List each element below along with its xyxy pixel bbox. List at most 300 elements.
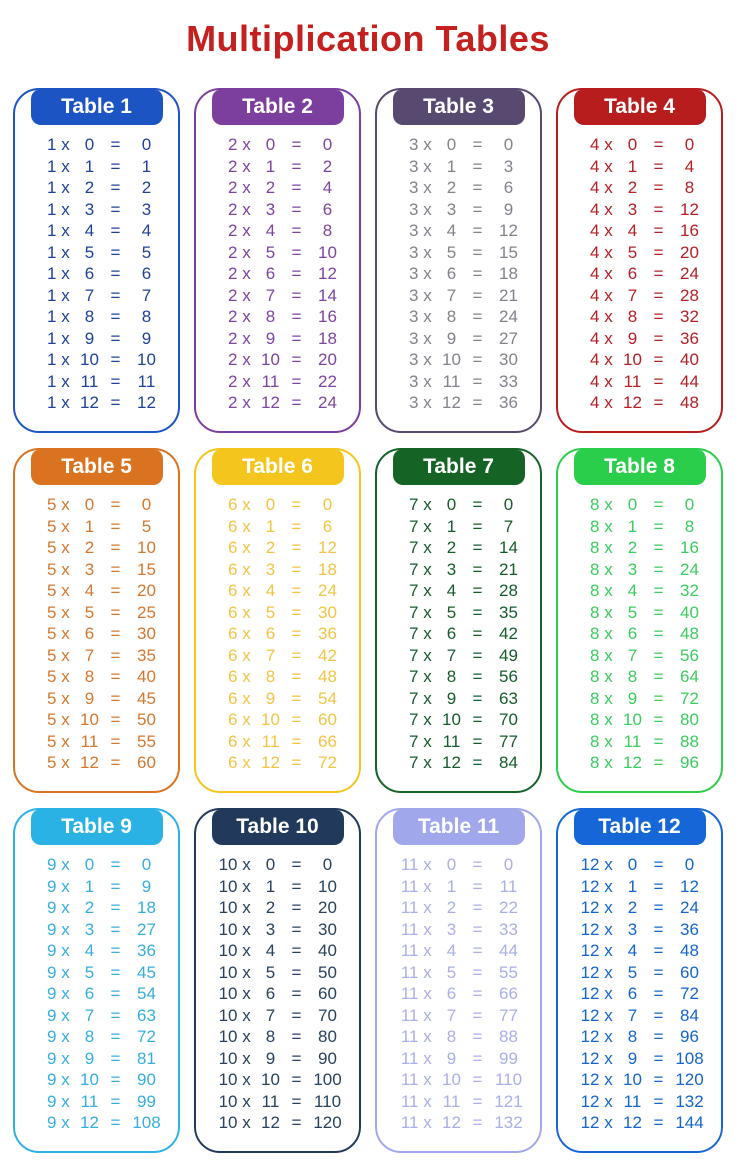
multiplication-row — [558, 1112, 721, 1134]
equals-symbol: = — [110, 199, 121, 219]
multiplicand: 3 — [409, 350, 419, 369]
multiplicand: 8 — [590, 538, 600, 557]
equals-symbol: = — [291, 328, 302, 348]
product: 80 — [680, 710, 699, 729]
multiplicand: 1 — [47, 221, 57, 240]
multiplication-row — [15, 328, 178, 350]
multiplication-row — [196, 854, 359, 876]
multiplication-rows — [558, 494, 721, 774]
times-symbol: x — [61, 393, 70, 412]
times-symbol: x — [423, 1005, 432, 1025]
product: 84 — [499, 753, 518, 772]
table-card — [375, 88, 542, 433]
multiplier: 11 — [80, 371, 99, 391]
multiplication-row — [377, 1112, 540, 1134]
multiplication-row — [196, 328, 359, 350]
multiplier: 6 — [627, 264, 638, 283]
product: 44 — [499, 941, 518, 960]
equals-symbol: = — [291, 199, 302, 219]
multiplication-row — [558, 371, 721, 393]
multiplicand: 12 — [580, 855, 600, 874]
multiplicand: 7 — [409, 495, 419, 514]
product: 12 — [499, 221, 518, 240]
times-symbol: x — [242, 495, 251, 514]
equals-symbol: = — [110, 242, 121, 262]
product: 90 — [318, 1048, 337, 1068]
multiplicand: 8 — [590, 495, 600, 514]
times-symbol: x — [604, 156, 613, 176]
multiplicand: 3 — [409, 393, 419, 412]
equals-symbol: = — [291, 667, 302, 686]
times-symbol: x — [423, 350, 432, 369]
times-symbol: x — [242, 135, 251, 154]
multiplier: 6 — [265, 624, 276, 643]
multiplicand: 5 — [47, 495, 57, 514]
times-symbol: x — [604, 581, 613, 600]
times-symbol: x — [242, 753, 251, 772]
multiplicand: 4 — [590, 350, 600, 369]
times-symbol: x — [423, 876, 432, 896]
product: 36 — [318, 624, 337, 643]
product: 36 — [680, 328, 699, 348]
equals-symbol: = — [110, 156, 121, 176]
multiplier: 10 — [261, 350, 280, 369]
multiplicand: 8 — [590, 559, 600, 579]
equals-symbol: = — [291, 941, 302, 960]
product: 56 — [499, 667, 518, 686]
equals-symbol: = — [110, 371, 121, 391]
product: 18 — [318, 328, 337, 348]
equals-symbol: = — [291, 919, 302, 939]
times-symbol: x — [604, 624, 613, 643]
times-symbol: x — [242, 941, 251, 960]
multiplier: 3 — [265, 559, 276, 579]
multiplicand: 10 — [218, 1113, 238, 1132]
multiplicand: 1 — [47, 156, 57, 176]
multiplicand: 9 — [47, 855, 57, 874]
multiplication-row — [558, 559, 721, 581]
multiplication-row — [377, 580, 540, 602]
multiplicand: 10 — [218, 876, 238, 896]
equals-symbol: = — [472, 876, 483, 896]
multiplicand: 6 — [228, 602, 238, 622]
multiplicand: 4 — [590, 178, 600, 197]
equals-symbol: = — [653, 285, 664, 305]
times-symbol: x — [604, 645, 613, 665]
multiplicand: 5 — [47, 753, 57, 772]
multiplicand: 10 — [218, 855, 238, 874]
times-symbol: x — [242, 710, 251, 729]
table-card — [13, 808, 180, 1153]
multiplication-row — [196, 1112, 359, 1134]
tables-grid — [0, 88, 736, 1153]
multiplicand: 1 — [47, 285, 57, 305]
multiplication-row — [377, 1069, 540, 1091]
times-symbol: x — [242, 264, 251, 283]
product: 63 — [137, 1005, 156, 1025]
times-symbol: x — [61, 221, 70, 240]
equals-symbol: = — [472, 178, 483, 197]
product: 16 — [680, 221, 699, 240]
multiplicand: 1 — [47, 328, 57, 348]
times-symbol: x — [61, 264, 70, 283]
product: 30 — [318, 602, 337, 622]
multiplication-row — [15, 516, 178, 538]
multiplication-row — [377, 897, 540, 919]
multiplication-row — [196, 940, 359, 962]
multiplicand: 11 — [400, 1070, 419, 1089]
multiplicand: 5 — [47, 688, 57, 708]
multiplicand: 3 — [409, 264, 419, 283]
multiplier: 2 — [265, 898, 276, 917]
multiplication-row — [377, 752, 540, 774]
multiplier: 11 — [261, 731, 280, 751]
equals-symbol: = — [472, 1005, 483, 1025]
equals-symbol: = — [472, 962, 483, 982]
multiplication-row — [377, 156, 540, 178]
equals-symbol: = — [653, 962, 664, 982]
multiplier: 10 — [623, 1070, 642, 1089]
product: 88 — [680, 731, 699, 751]
multiplication-row — [558, 263, 721, 285]
multiplication-rows — [15, 854, 178, 1134]
equals-symbol: = — [291, 581, 302, 600]
product: 54 — [318, 688, 337, 708]
equals-symbol: = — [653, 135, 664, 154]
product: 27 — [499, 328, 518, 348]
multiplicand: 6 — [228, 581, 238, 600]
product: 42 — [318, 645, 337, 665]
multiplication-row — [15, 602, 178, 624]
equals-symbol: = — [110, 1070, 121, 1089]
table-header-label: Table 9 — [61, 815, 132, 838]
multiplicand: 11 — [400, 1091, 419, 1111]
product: 11 — [499, 876, 518, 896]
equals-symbol: = — [472, 538, 483, 557]
times-symbol: x — [242, 984, 251, 1003]
equals-symbol: = — [291, 731, 302, 751]
product: 132 — [675, 1091, 704, 1111]
times-symbol: x — [604, 688, 613, 708]
table-header-label: Table 7 — [423, 455, 494, 478]
times-symbol: x — [423, 285, 432, 305]
multiplier: 1 — [84, 876, 95, 896]
equals-symbol: = — [653, 156, 664, 176]
times-symbol: x — [423, 941, 432, 960]
multiplicand: 9 — [47, 1113, 57, 1132]
equals-symbol: = — [472, 731, 483, 751]
multiplier: 5 — [627, 962, 638, 982]
multiplication-row — [558, 666, 721, 688]
times-symbol: x — [604, 538, 613, 557]
multiplication-row — [196, 263, 359, 285]
equals-symbol: = — [110, 1091, 121, 1111]
product: 1 — [141, 156, 152, 176]
multiplicand: 4 — [590, 371, 600, 391]
equals-symbol: = — [472, 898, 483, 917]
equals-symbol: = — [653, 371, 664, 391]
product: 88 — [499, 1027, 518, 1046]
multiplication-row — [15, 537, 178, 559]
multiplication-row — [15, 156, 178, 178]
equals-symbol: = — [653, 1091, 664, 1111]
multiplicand: 8 — [590, 581, 600, 600]
times-symbol: x — [423, 645, 432, 665]
multiplier: 2 — [265, 178, 276, 197]
product: 0 — [503, 135, 514, 154]
multiplier: 10 — [80, 710, 99, 729]
multiplication-row — [377, 285, 540, 307]
equals-symbol: = — [472, 919, 483, 939]
times-symbol: x — [604, 178, 613, 197]
multiplication-row — [558, 962, 721, 984]
product: 72 — [137, 1027, 156, 1046]
product: 8 — [684, 516, 695, 536]
equals-symbol: = — [110, 688, 121, 708]
multiplication-row — [15, 1069, 178, 1091]
multiplicand: 8 — [590, 731, 600, 751]
multiplication-row — [377, 602, 540, 624]
table-header — [574, 809, 706, 845]
table-card — [194, 448, 361, 793]
multiplication-row — [15, 983, 178, 1005]
multiplication-row — [377, 220, 540, 242]
multiplicand: 6 — [228, 688, 238, 708]
product: 60 — [318, 710, 337, 729]
multiplier: 7 — [84, 1005, 95, 1025]
table-header — [212, 809, 344, 845]
product: 44 — [680, 371, 699, 391]
product: 66 — [499, 984, 518, 1003]
equals-symbol: = — [110, 624, 121, 643]
multiplication-row — [15, 1112, 178, 1134]
times-symbol: x — [423, 1070, 432, 1089]
multiplier: 4 — [627, 581, 638, 600]
multiplicand: 6 — [228, 645, 238, 665]
multiplication-row — [377, 494, 540, 516]
equals-symbol: = — [653, 581, 664, 600]
multiplier: 12 — [261, 1113, 280, 1132]
equals-symbol: = — [291, 559, 302, 579]
multiplicand: 3 — [409, 199, 419, 219]
product: 8 — [322, 221, 333, 240]
multiplication-row — [196, 1026, 359, 1048]
multiplier: 11 — [261, 371, 280, 391]
times-symbol: x — [61, 307, 70, 326]
multiplier: 10 — [442, 1070, 461, 1089]
multiplicand: 6 — [228, 624, 238, 643]
times-symbol: x — [604, 285, 613, 305]
equals-symbol: = — [291, 1048, 302, 1068]
equals-symbol: = — [110, 1027, 121, 1046]
multiplicand: 4 — [590, 135, 600, 154]
product: 7 — [503, 516, 514, 536]
product: 70 — [499, 710, 518, 729]
multiplication-row — [15, 645, 178, 667]
product: 36 — [680, 919, 699, 939]
equals-symbol: = — [653, 393, 664, 412]
multiplication-row — [558, 876, 721, 898]
multiplication-row — [15, 134, 178, 156]
multiplier: 0 — [84, 855, 95, 874]
times-symbol: x — [61, 1048, 70, 1068]
multiplier: 9 — [446, 1048, 457, 1068]
equals-symbol: = — [291, 962, 302, 982]
product: 77 — [499, 1005, 518, 1025]
equals-symbol: = — [472, 645, 483, 665]
product: 9 — [503, 199, 514, 219]
times-symbol: x — [242, 962, 251, 982]
multiplier: 4 — [84, 221, 95, 240]
product: 110 — [313, 1091, 342, 1111]
times-symbol: x — [61, 242, 70, 262]
multiplier: 2 — [627, 178, 638, 197]
times-symbol: x — [604, 328, 613, 348]
multiplication-row — [377, 1091, 540, 1113]
equals-symbol: = — [472, 242, 483, 262]
multiplier: 9 — [265, 1048, 276, 1068]
equals-symbol: = — [110, 753, 121, 772]
equals-symbol: = — [472, 984, 483, 1003]
product: 81 — [137, 1048, 156, 1068]
multiplication-row — [15, 580, 178, 602]
multiplicand: 9 — [47, 1091, 57, 1111]
multiplication-row — [558, 940, 721, 962]
multiplier: 4 — [446, 221, 457, 240]
multiplicand: 2 — [228, 221, 238, 240]
product: 20 — [137, 581, 156, 600]
multiplication-row — [196, 349, 359, 371]
times-symbol: x — [423, 538, 432, 557]
multiplication-row — [196, 602, 359, 624]
equals-symbol: = — [472, 688, 483, 708]
equals-symbol: = — [653, 242, 664, 262]
multiplicand: 4 — [590, 328, 600, 348]
times-symbol: x — [242, 178, 251, 197]
multiplication-row — [377, 623, 540, 645]
product: 48 — [318, 667, 337, 686]
product: 16 — [318, 307, 337, 326]
multiplier: 12 — [442, 393, 461, 412]
multiplication-row — [377, 559, 540, 581]
multiplier: 1 — [265, 876, 276, 896]
times-symbol: x — [604, 1091, 613, 1111]
product: 20 — [680, 242, 699, 262]
times-symbol: x — [604, 710, 613, 729]
multiplicand: 1 — [47, 135, 57, 154]
product: 10 — [318, 876, 337, 896]
product: 55 — [137, 731, 156, 751]
multiplication-row — [377, 392, 540, 414]
multiplier: 12 — [623, 393, 642, 412]
times-symbol: x — [604, 667, 613, 686]
equals-symbol: = — [291, 645, 302, 665]
multiplicand: 4 — [590, 285, 600, 305]
product: 14 — [499, 538, 518, 557]
multiplicand: 5 — [47, 667, 57, 686]
multiplier: 12 — [623, 753, 642, 772]
times-symbol: x — [61, 855, 70, 874]
multiplication-row — [196, 876, 359, 898]
equals-symbol: = — [472, 1113, 483, 1132]
multiplier: 8 — [446, 667, 457, 686]
multiplier: 5 — [446, 962, 457, 982]
multiplier: 11 — [623, 731, 642, 751]
multiplication-row — [377, 263, 540, 285]
multiplier: 11 — [442, 731, 461, 751]
multiplication-row — [558, 602, 721, 624]
product: 21 — [499, 285, 518, 305]
times-symbol: x — [604, 264, 613, 283]
multiplier: 11 — [80, 1091, 99, 1111]
equals-symbol: = — [472, 1091, 483, 1111]
equals-symbol: = — [653, 624, 664, 643]
multiplication-row — [558, 580, 721, 602]
equals-symbol: = — [291, 602, 302, 622]
multiplication-row — [15, 897, 178, 919]
product: 2 — [322, 156, 333, 176]
times-symbol: x — [61, 962, 70, 982]
multiplicand: 6 — [228, 559, 238, 579]
equals-symbol: = — [653, 731, 664, 751]
multiplication-row — [196, 371, 359, 393]
product: 27 — [137, 919, 156, 939]
times-symbol: x — [61, 285, 70, 305]
multiplier: 9 — [627, 328, 638, 348]
equals-symbol: = — [291, 135, 302, 154]
multiplication-row — [196, 559, 359, 581]
times-symbol: x — [604, 984, 613, 1003]
multiplication-row — [196, 242, 359, 264]
times-symbol: x — [61, 753, 70, 772]
multiplication-row — [558, 537, 721, 559]
multiplication-row — [15, 559, 178, 581]
product: 56 — [680, 645, 699, 665]
multiplication-row — [558, 349, 721, 371]
times-symbol: x — [423, 495, 432, 514]
multiplicand: 10 — [218, 984, 238, 1003]
equals-symbol: = — [291, 753, 302, 772]
multiplier: 10 — [623, 710, 642, 729]
multiplication-row — [377, 666, 540, 688]
multiplication-row — [15, 494, 178, 516]
multiplier: 6 — [627, 984, 638, 1003]
multiplier: 3 — [265, 199, 276, 219]
equals-symbol: = — [653, 178, 664, 197]
table-header-label: Table 1 — [61, 95, 132, 118]
multiplication-row — [196, 220, 359, 242]
multiplicand: 7 — [409, 559, 419, 579]
product: 99 — [137, 1091, 156, 1111]
multiplicand: 12 — [580, 1048, 600, 1068]
multiplication-row — [196, 306, 359, 328]
multiplicand: 4 — [590, 393, 600, 412]
times-symbol: x — [423, 962, 432, 982]
times-symbol: x — [242, 1048, 251, 1068]
times-symbol: x — [242, 328, 251, 348]
multiplier: 7 — [84, 285, 95, 305]
multiplication-row — [558, 328, 721, 350]
product: 0 — [684, 135, 695, 154]
multiplier: 6 — [84, 624, 95, 643]
times-symbol: x — [61, 624, 70, 643]
times-symbol: x — [61, 1070, 70, 1089]
multiplicand: 1 — [47, 350, 57, 369]
multiplicand: 5 — [47, 602, 57, 622]
times-symbol: x — [604, 1048, 613, 1068]
multiplier: 8 — [265, 307, 276, 326]
multiplicand: 4 — [590, 199, 600, 219]
